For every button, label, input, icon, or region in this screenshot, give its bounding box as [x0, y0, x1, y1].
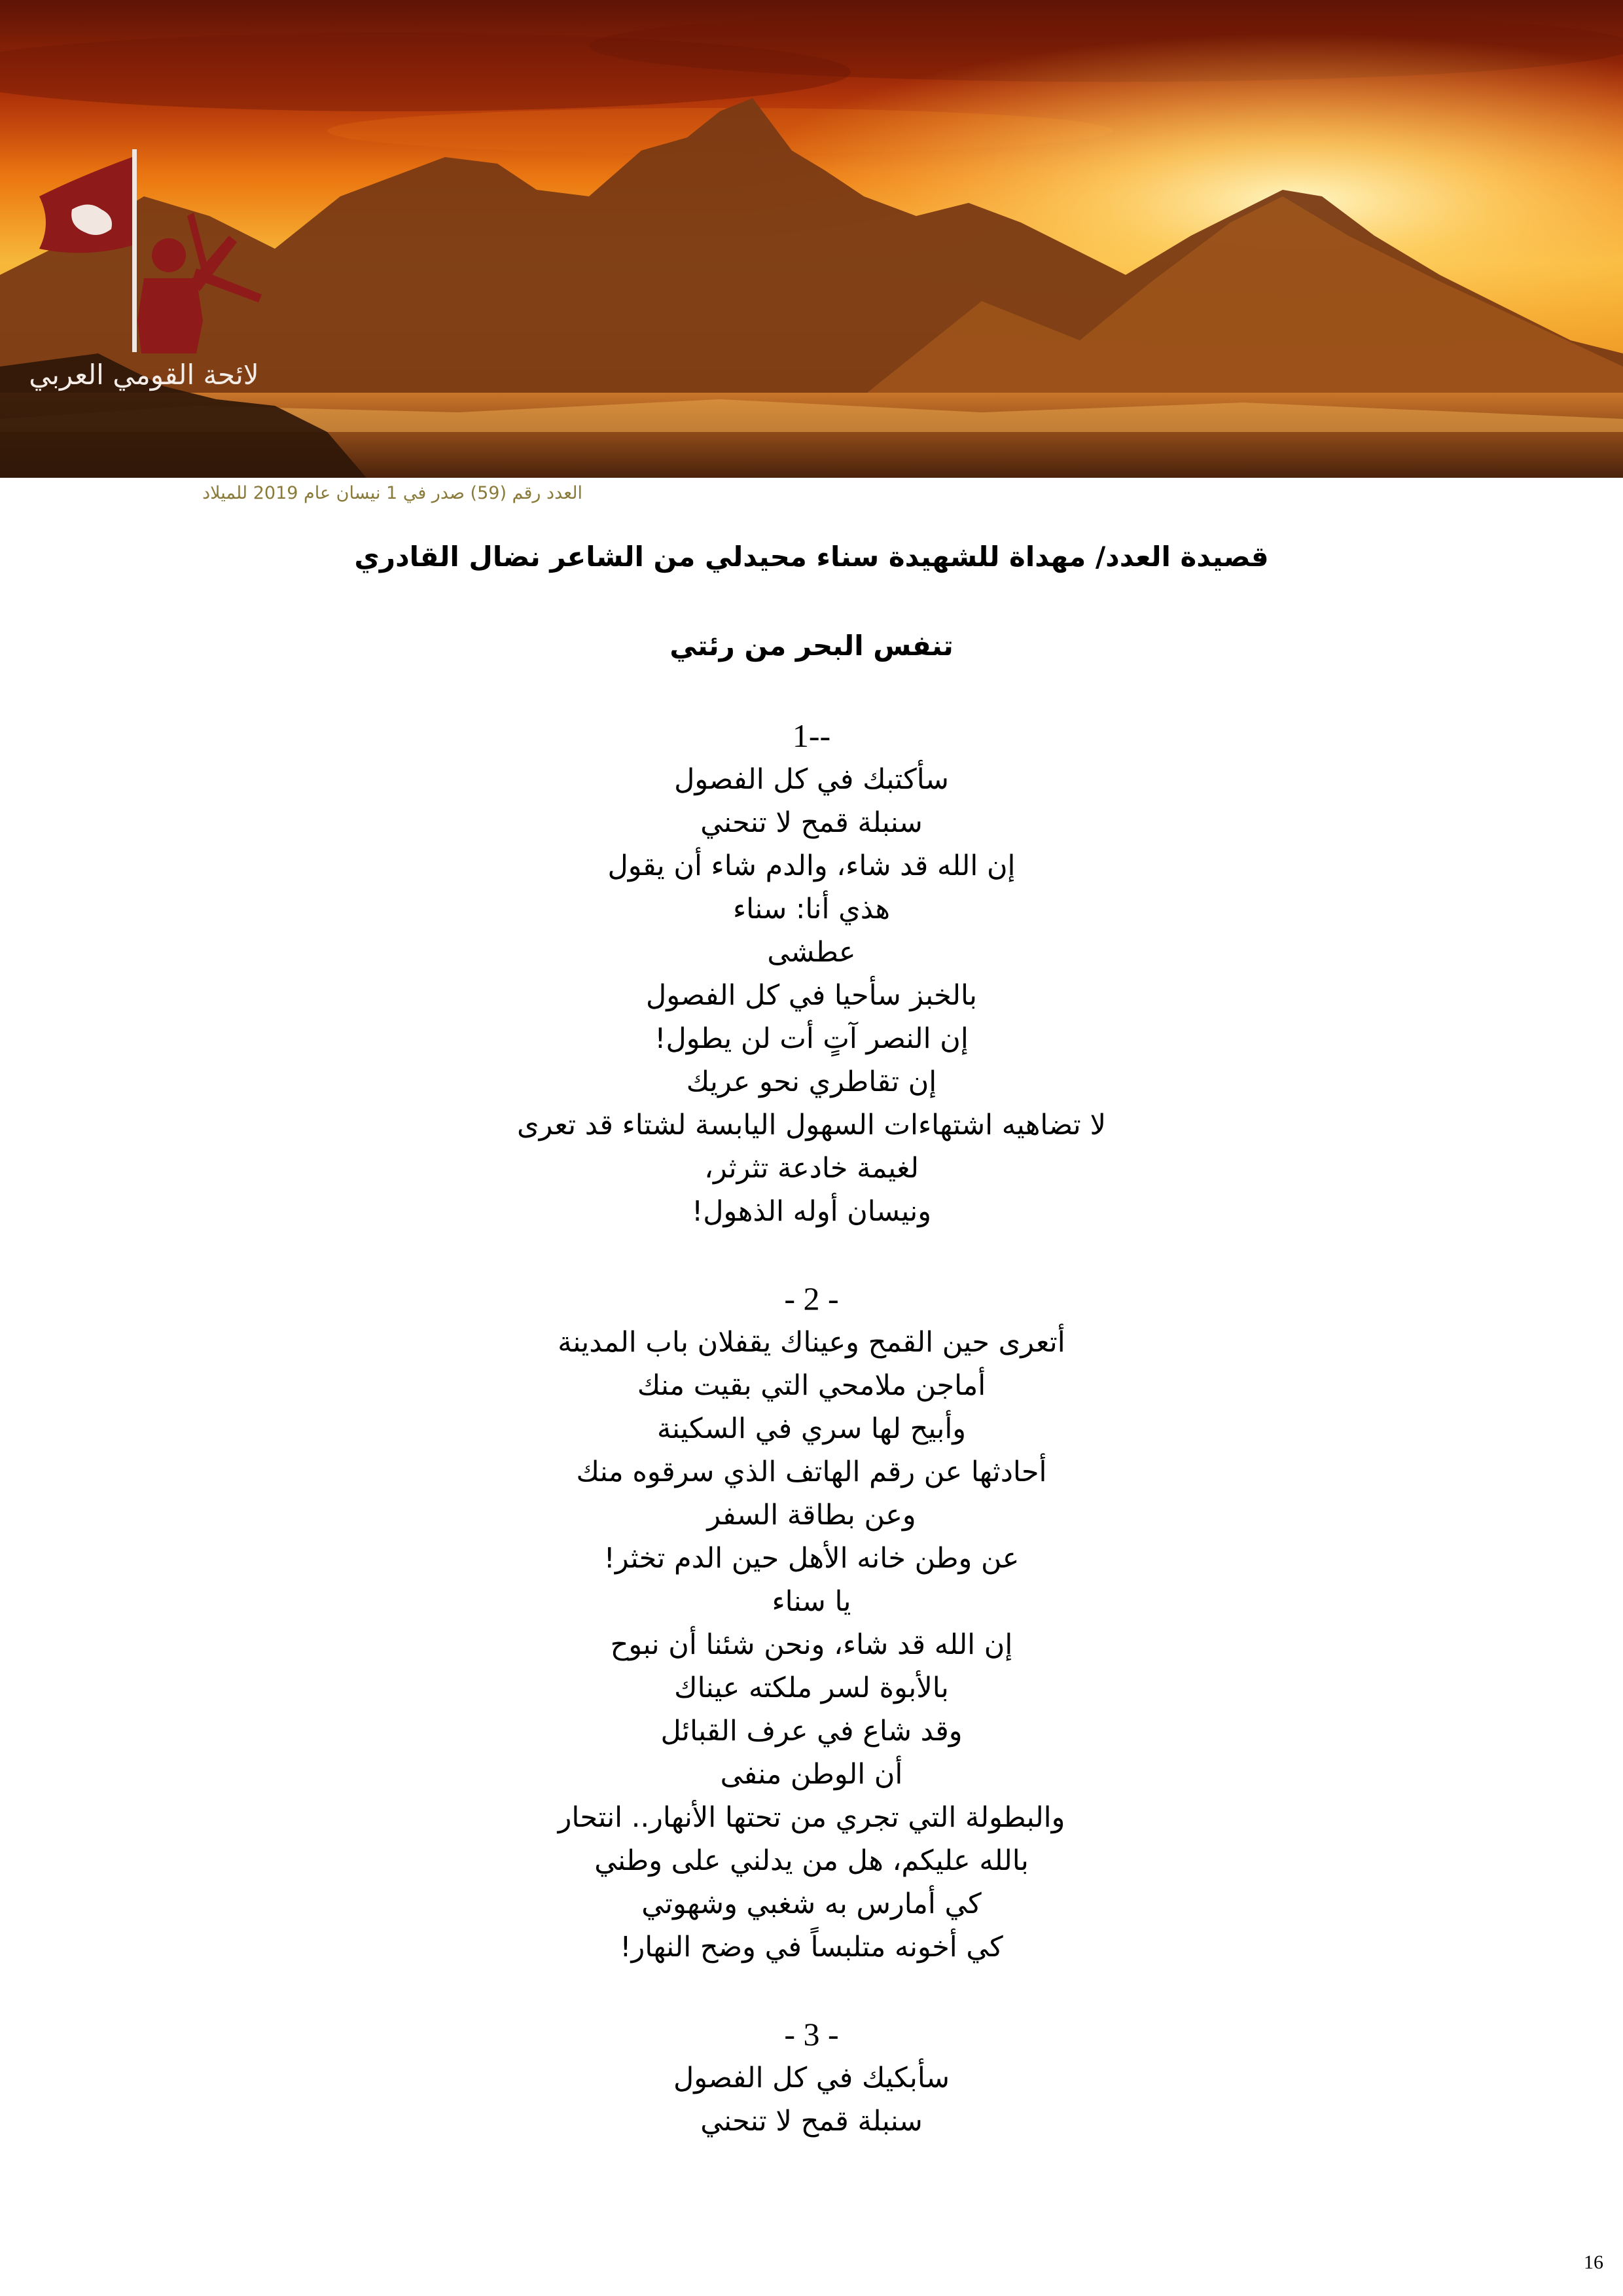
poem-line: ونيسان أوله الذهول!: [692, 1195, 931, 1228]
poem-line: أن الوطن منفى: [720, 1758, 903, 1791]
poem-line: لغيمة خادعة تثرثر،: [704, 1152, 919, 1185]
article-title: قصيدة العدد/ مهداة للشهيدة سناء محيدلي من الشاعر نضال القادري: [354, 541, 1269, 573]
poem-line: أتعرى حين القمح وعيناك يقفلان باب المدينة: [558, 1326, 1065, 1359]
poem-line: إن الله قد شاء، ونحن شئنا أن نبوح: [610, 1628, 1013, 1661]
stanza-2: [0, 1276, 1623, 1969]
poem-line: كي أمارس به شغبي وشهوتي: [641, 1888, 982, 1920]
header-banner: [0, 0, 1623, 478]
stanza-number: - 2 -: [784, 1280, 839, 1317]
poem-line: سأبكيك في كل الفصول: [673, 2062, 950, 2094]
poem-line: إن الله قد شاء، والدم شاء أن يقول: [607, 850, 1016, 882]
poem-line: وقد شاع في عرف القبائل: [660, 1715, 963, 1748]
page-number: 16: [1584, 2251, 1603, 2273]
poem-line: سنبلة قمح لا تنحني: [700, 806, 923, 839]
poem-line: كي أخونه متلبساً في وضح النهار!: [620, 1931, 1003, 1964]
poem-line: سنبلة قمح لا تنحني: [700, 2105, 923, 2138]
sunset-mountains-image: [0, 0, 1623, 478]
poem-line: بالخبز سأحيا في كل الفصول: [645, 979, 978, 1012]
poem-line: أماجن ملامحي التي بقيت منك: [637, 1369, 986, 1402]
stanza-1: [0, 713, 1623, 1233]
stanza-number: 1--: [792, 717, 831, 754]
logo-title: لائحة القومي العربي: [29, 359, 259, 391]
poem-line: بالأبوة لسر ملكته عيناك: [674, 1672, 949, 1704]
poem-line: عطشى: [767, 936, 856, 969]
stanza-3: [0, 2012, 1623, 2143]
poem-line: أحادثها عن رقم الهاتف الذي سرقوه منك: [576, 1456, 1047, 1488]
poem-line: إن النصر آتٍ أت لن يطول!: [654, 1022, 969, 1055]
poem-line: يا سناء: [772, 1585, 851, 1618]
poem-line: وأبيح لها سري في السكينة: [656, 1412, 967, 1445]
poem-line: إن تقاطري نحو عريك: [686, 1066, 937, 1098]
poem-line: لا تضاهيه اشتهاءات السهول اليابسة لشتاء قد تعرى: [517, 1109, 1106, 1141]
poem-body: [0, 713, 1623, 2186]
poem-line: وعن بطاقة السفر: [707, 1499, 916, 1532]
poem-title: تنفس البحر من رئتي: [669, 630, 954, 662]
poem-line: عن وطن خانه الأهل حين الدم تخثر!: [603, 1542, 1020, 1575]
poem-line: هذي أنا: سناء: [732, 893, 891, 925]
poem-line: والبطولة التي تجري من تحتها الأنهار.. انتحار: [558, 1801, 1065, 1834]
stanza-number: - 3 -: [784, 2016, 839, 2053]
poem-line: سأكتبك في كل الفصول: [674, 763, 949, 796]
issue-info: العدد رقم (59) صدر في 1 نيسان عام 2019 للميلاد: [202, 483, 582, 503]
poem-line: بالله عليكم، هل من يدلني على وطني: [594, 1844, 1029, 1877]
